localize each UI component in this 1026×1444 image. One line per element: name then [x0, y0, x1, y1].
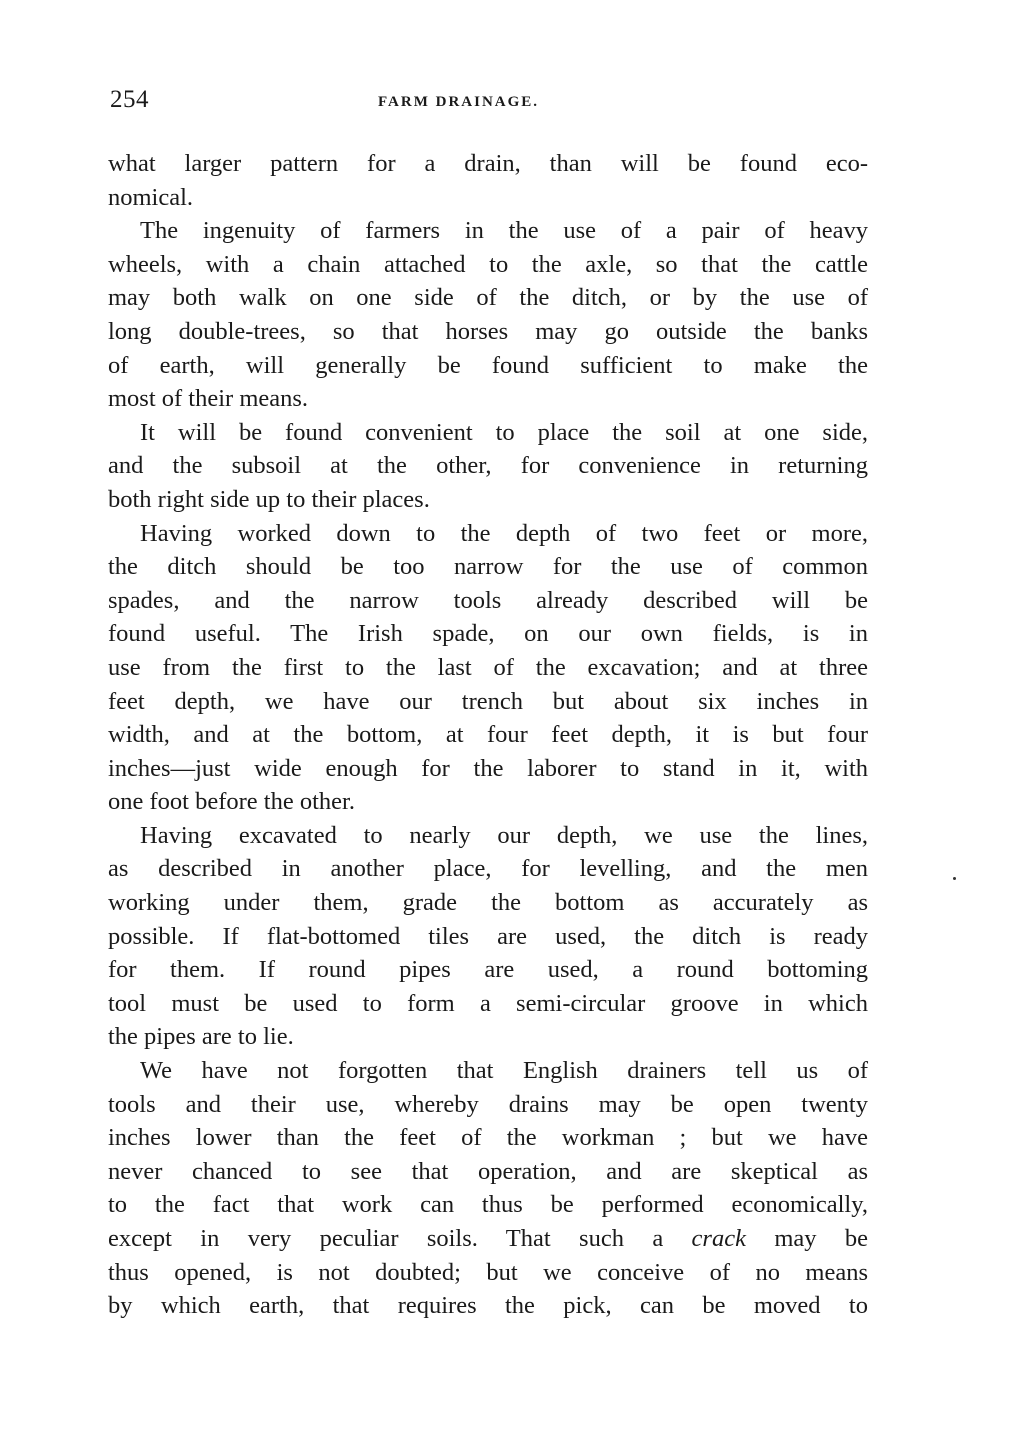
- text-line: found useful. The Irish spade, on our own fields, is in: [108, 620, 868, 648]
- text-line: both right side up to their places.: [108, 485, 430, 513]
- text-line: by which earth, that requires the pick, can be moved to: [108, 1292, 868, 1320]
- text-line: most of their means.: [108, 385, 309, 413]
- text-line: wheels, with a chain attached to the axle, so that the cattle: [108, 250, 868, 278]
- text-line: It will be found convenient to place the soil at one side,: [140, 418, 868, 446]
- text-line: long double-trees, so that horses may go outside the banks: [108, 317, 868, 345]
- text-line: to the fact that work can thus be performed economically,: [108, 1191, 868, 1219]
- running-head: FARM DRAINAGE.: [378, 94, 540, 110]
- page-number: 254: [110, 86, 149, 113]
- text-line: spades, and the narrow tools already described will be: [108, 586, 868, 614]
- text-line: inches lower than the feet of the workman ; but we have: [108, 1124, 868, 1152]
- text-line: possible. If flat-bottomed tiles are used, the ditch is ready: [108, 922, 868, 950]
- text-line: the pipes are to lie.: [108, 1023, 294, 1051]
- page-header: [110, 86, 870, 120]
- scan-speck: [953, 877, 956, 880]
- text-line: one foot before the other.: [108, 788, 355, 816]
- body-text: [108, 147, 868, 1323]
- text-line: may both walk on one side of the ditch, or by the use of: [108, 284, 868, 312]
- text-line: We have not forgotten that English drainers tell us of: [140, 1057, 868, 1085]
- text-line: for them. If round pipes are used, a round bottoming: [108, 956, 868, 984]
- text-line: nomical.: [108, 183, 194, 211]
- text-line: working under them, grade the bottom as accurately as: [108, 889, 868, 917]
- text-line: Having worked down to the depth of two feet or more,: [140, 519, 868, 547]
- text-line: feet depth, we have our trench but about six inches in: [108, 687, 868, 715]
- text-line: what larger pattern for a drain, than will be found eco-: [108, 150, 868, 177]
- text-line: tool must be used to form a semi-circular groove in which: [108, 989, 868, 1017]
- text-line: inches—just wide enough for the laborer to stand in it, with: [108, 754, 868, 782]
- text-line: as described in another place, for levelling, and the men: [108, 855, 868, 883]
- text-line: thus opened, is not doubted; but we conceive of no means: [108, 1258, 868, 1286]
- text-line: width, and at the bottom, at four feet depth, it is but four: [108, 721, 868, 749]
- text-line: and the subsoil at the other, for convenience in returning: [108, 452, 868, 480]
- text-line: except in very peculiar soils. That such a crack may be: [108, 1225, 868, 1252]
- text-line: The ingenuity of farmers in the use of a pair of heavy: [140, 217, 868, 245]
- text-line: never chanced to see that operation, and are skeptical as: [108, 1157, 868, 1185]
- text-line: use from the first to the last of the excavation; and at three: [108, 653, 868, 681]
- text-line: of earth, will generally be found sufficient to make the: [108, 351, 868, 379]
- text-line: the ditch should be too narrow for the use of common: [108, 553, 868, 581]
- text-line: Having excavated to nearly our depth, we use the lines,: [140, 821, 868, 849]
- text-line: tools and their use, whereby drains may be open twenty: [108, 1090, 868, 1118]
